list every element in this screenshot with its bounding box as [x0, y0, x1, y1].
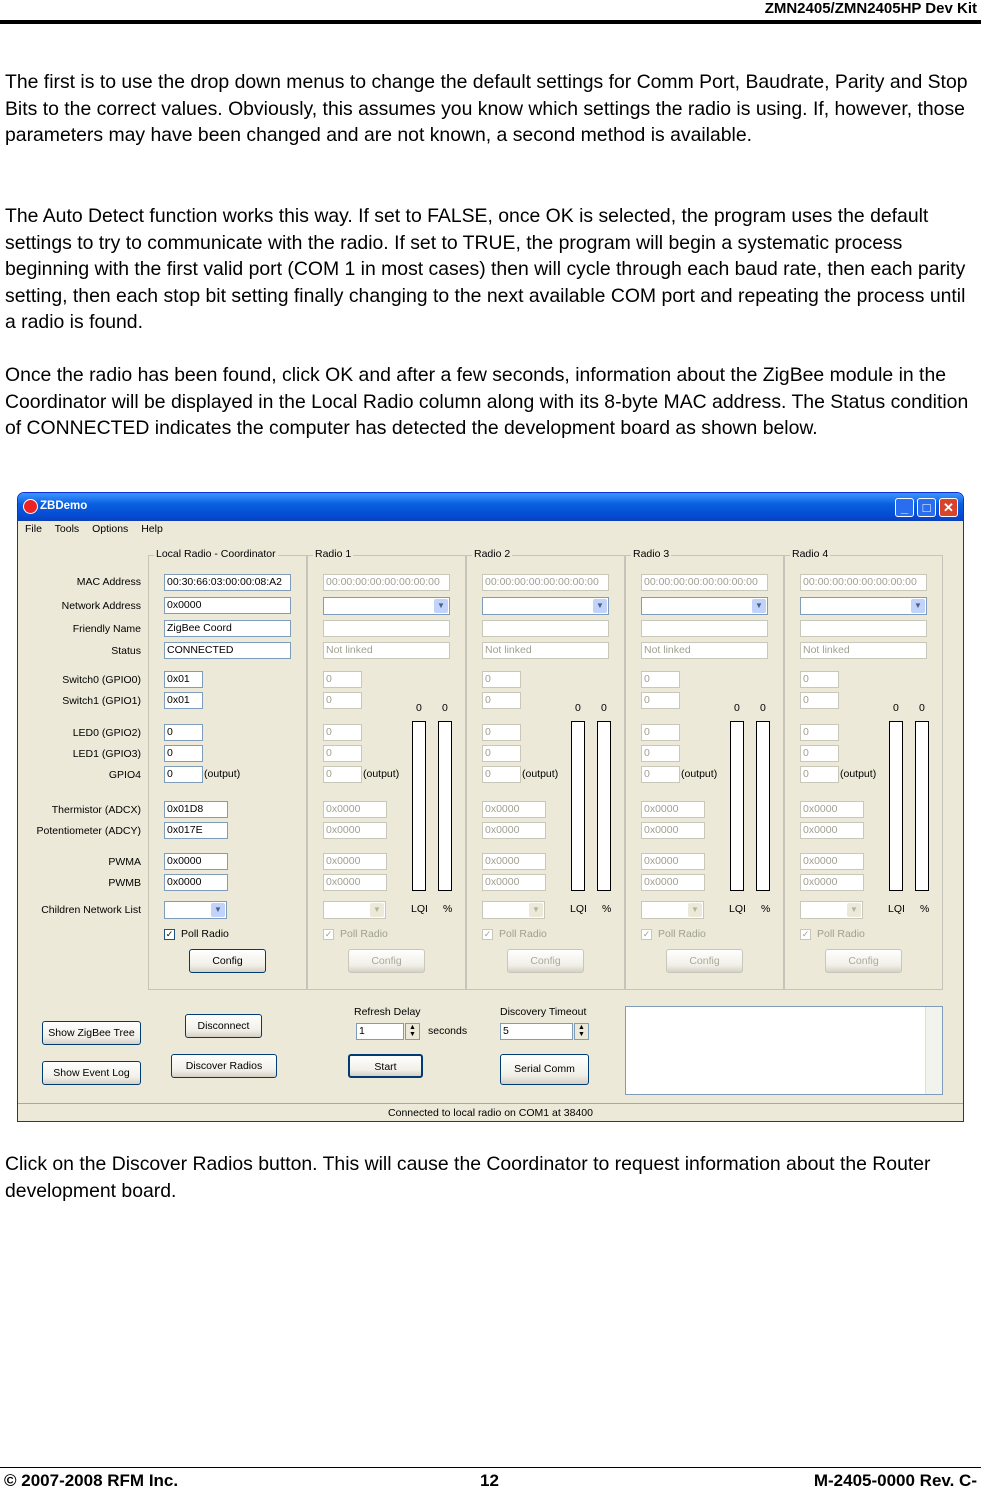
label-status: Status	[111, 645, 141, 657]
radio1-output-label: (output)	[363, 768, 400, 780]
paragraph-1: The first is to use the drop down menus to change the default settings for Comm Port, Baudrate, Parity and Stop Bits to the correct values. Obviously, this assumes you know which settings the radio is using. If, however, those parameters may have been changed and are not known, a second method is available.	[5, 71, 968, 146]
app-icon	[23, 499, 38, 514]
footer-doc-number: M-2405-0000 Rev. C-	[813, 1471, 977, 1490]
local-switch0-field[interactable]: 0x01	[164, 671, 203, 688]
refresh-delay-label: Refresh Delay	[354, 1006, 421, 1018]
local-status-field[interactable]: CONNECTED	[164, 642, 291, 659]
radio1-switch0-field[interactable]: 0	[323, 671, 362, 688]
radio4-output-label: (output)	[840, 768, 877, 780]
radio3-lqi-value: 0	[734, 702, 740, 714]
radio3-gpio4-field[interactable]: 0	[641, 766, 680, 783]
label-switch1: Switch1 (GPIO1)	[62, 695, 141, 707]
local-config-button[interactable]: Config	[189, 949, 266, 973]
radio2-title: Radio 2	[474, 548, 511, 560]
radio3-pct-bar	[756, 721, 770, 891]
chevron-down-icon: ▼	[593, 599, 607, 613]
status-bar: Connected to local radio on COM1 at 38400	[18, 1103, 963, 1122]
show-event-log-button[interactable]: Show Event Log	[42, 1061, 141, 1085]
radio1-thermistor-field[interactable]: 0x0000	[323, 801, 387, 818]
radio1-pct-label: %	[443, 903, 453, 915]
close-button[interactable]: ✕	[939, 498, 958, 517]
radio1-pct-bar	[438, 721, 452, 891]
radio3-lqi-label: LQI	[729, 903, 746, 915]
page-header: ZMN2405/ZMN2405HP Dev Kit	[764, 0, 977, 17]
discovery-timeout-label: Discovery Timeout	[500, 1006, 587, 1018]
chevron-down-icon: ▼	[752, 599, 766, 613]
radio4-children-combo[interactable]	[800, 901, 863, 919]
radio3-mac-field[interactable]: 00:00:00:00:00:00:00:00	[641, 574, 768, 591]
local-radio-title: Local Radio - Coordinator	[156, 548, 276, 560]
radio4-config-button[interactable]: Config	[825, 949, 902, 973]
radio4-friendly-field[interactable]	[800, 620, 927, 637]
chevron-down-icon: ▼	[688, 903, 702, 917]
radio2-pwmb-field[interactable]: 0x0000	[482, 874, 546, 891]
radio2-led0-field[interactable]: 0	[482, 724, 521, 741]
chevron-down-icon: ▼	[911, 599, 925, 613]
local-output-label: (output)	[204, 768, 241, 780]
radio1-led1-field[interactable]: 0	[323, 745, 362, 762]
radio1-network-combo[interactable]	[323, 597, 450, 615]
local-thermistor-field[interactable]: 0x01D8	[164, 801, 228, 818]
seconds-label: seconds	[428, 1025, 468, 1037]
local-led1-field[interactable]: 0	[164, 745, 203, 762]
radio3-poll-checkbox[interactable]: ✓	[642, 929, 651, 939]
discover-radios-button[interactable]: Discover Radios	[171, 1054, 277, 1078]
radio4-mac-field[interactable]: 00:00:00:00:00:00:00:00	[800, 574, 927, 591]
disconnect-button[interactable]: Disconnect	[185, 1014, 262, 1038]
chevron-down-icon: ▼	[370, 903, 384, 917]
radio4-gpio4-field[interactable]: 0	[800, 766, 839, 783]
radio4-status-field[interactable]: Not linked	[800, 642, 927, 659]
local-switch1-field[interactable]: 0x01	[164, 692, 203, 709]
radio2-pct-bar	[597, 721, 611, 891]
label-led1: LED1 (GPIO3)	[72, 748, 141, 760]
radio4-lqi-label: LQI	[888, 903, 905, 915]
label-gpio4: GPIO4	[108, 769, 141, 781]
refresh-delay-spinner[interactable]: ▲ ▼	[405, 1023, 420, 1040]
radio1-title: Radio 1	[315, 548, 352, 560]
radio3-lqi-bar	[730, 721, 744, 891]
radio2-status-field[interactable]: Not linked	[482, 642, 609, 659]
label-switch0: Switch0 (GPIO0)	[62, 674, 141, 686]
local-network-field[interactable]: 0x0000	[164, 597, 291, 614]
label-mac: MAC Address	[76, 576, 141, 588]
local-pwma-field[interactable]: 0x0000	[164, 853, 228, 870]
radio2-friendly-field[interactable]	[482, 620, 609, 637]
radio1-gpio4-field[interactable]: 0	[323, 766, 362, 783]
radio2-pct-value: 0	[601, 702, 607, 714]
radio4-pct-label: %	[920, 903, 930, 915]
radio2-poll-checkbox[interactable]: ✓	[483, 929, 492, 939]
radio3-potentiometer-field[interactable]: 0x0000	[641, 822, 705, 839]
chevron-down-icon: ▼	[847, 903, 861, 917]
radio4-switch1-field[interactable]: 0	[800, 692, 839, 709]
radio2-led1-field[interactable]: 0	[482, 745, 521, 762]
radio2-lqi-value: 0	[575, 702, 581, 714]
menu-options[interactable]: Options	[92, 523, 129, 535]
radio3-title: Radio 3	[633, 548, 670, 560]
radio4-potentiometer-field[interactable]: 0x0000	[800, 822, 864, 839]
label-led0: LED0 (GPIO2)	[72, 727, 141, 739]
footer-copyright: © 2007-2008 RFM Inc.	[4, 1471, 179, 1490]
show-zigbee-tree-button[interactable]: Show ZigBee Tree	[42, 1021, 141, 1045]
radio3-switch0-field[interactable]: 0	[641, 671, 680, 688]
radio1-status-field[interactable]: Not linked	[323, 642, 450, 659]
radio1-lqi-label: LQI	[411, 903, 428, 915]
log-scrollbar[interactable]	[925, 1007, 942, 1094]
radio1-config-button[interactable]: Config	[348, 949, 425, 973]
label-children: Children Network List	[41, 904, 141, 916]
minimize-button[interactable]: _	[895, 498, 914, 517]
menu-file[interactable]: File	[25, 523, 42, 535]
radio4-pwma-field[interactable]: 0x0000	[800, 853, 864, 870]
radio2-output-label: (output)	[522, 768, 559, 780]
radio1-pwmb-field[interactable]: 0x0000	[323, 874, 387, 891]
radio1-led0-field[interactable]: 0	[323, 724, 362, 741]
event-log-textarea[interactable]	[625, 1006, 943, 1095]
radio4-poll-label: Poll Radio	[817, 928, 865, 940]
footer-rule	[0, 1467, 981, 1468]
radio2-config-button[interactable]: Config	[507, 949, 584, 973]
radio3-pct-label: %	[761, 903, 771, 915]
radio1-switch1-field[interactable]: 0	[323, 692, 362, 709]
radio3-children-combo[interactable]	[641, 901, 704, 919]
menu-tools[interactable]: Tools	[54, 523, 80, 535]
window-title: ZBDemo	[40, 500, 88, 512]
footer-page-number: 12	[480, 1471, 499, 1490]
radio4-pct-bar	[915, 721, 929, 891]
local-poll-label: Poll Radio	[181, 928, 229, 940]
radio1-children-combo[interactable]	[323, 901, 386, 919]
local-potentiometer-field[interactable]: 0x017E	[164, 822, 228, 839]
title-bar	[18, 493, 963, 521]
radio2-gpio4-field[interactable]: 0	[482, 766, 521, 783]
radio4-title: Radio 4	[792, 548, 829, 560]
radio1-pwma-field[interactable]: 0x0000	[323, 853, 387, 870]
menu-bar	[25, 523, 173, 535]
radio1-poll-label: Poll Radio	[340, 928, 388, 940]
radio2-children-combo[interactable]	[482, 901, 545, 919]
maximize-button[interactable]: □	[917, 498, 936, 517]
radio3-led1-field[interactable]: 0	[641, 745, 680, 762]
radio3-thermistor-field[interactable]: 0x0000	[641, 801, 705, 818]
radio4-switch0-field[interactable]: 0	[800, 671, 839, 688]
refresh-delay-input[interactable]: 1	[356, 1023, 404, 1040]
radio3-led0-field[interactable]: 0	[641, 724, 680, 741]
chevron-down-icon: ▼	[529, 903, 543, 917]
radio1-friendly-field[interactable]	[323, 620, 450, 637]
label-pwma: PWMA	[108, 856, 141, 868]
radio4-poll-checkbox[interactable]: ✓	[801, 929, 810, 939]
radio4-lqi-value: 0	[893, 702, 899, 714]
radio2-network-combo[interactable]	[482, 597, 609, 615]
radio2-lqi-label: LQI	[570, 903, 587, 915]
radio2-switch1-field[interactable]: 0	[482, 692, 521, 709]
local-friendly-field[interactable]: ZigBee Coord	[164, 620, 291, 637]
local-poll-checkbox[interactable]: ✓	[165, 929, 174, 939]
label-friendly: Friendly Name	[72, 623, 141, 635]
radio2-lqi-bar	[571, 721, 585, 891]
serial-comm-button[interactable]: Serial Comm	[500, 1054, 589, 1085]
discovery-timeout-input[interactable]: 5	[500, 1023, 573, 1040]
radio1-mac-field[interactable]: 00:00:00:00:00:00:00:00	[323, 574, 450, 591]
label-thermistor: Thermistor (ADCX)	[51, 804, 141, 816]
menu-help[interactable]: Help	[141, 523, 163, 535]
radio4-led1-field[interactable]: 0	[800, 745, 839, 762]
radio2-pct-label: %	[602, 903, 612, 915]
label-network: Network Address	[61, 600, 141, 612]
chevron-down-icon: ▼	[211, 903, 225, 917]
start-button[interactable]: Start	[348, 1054, 423, 1078]
radio2-pwma-field[interactable]: 0x0000	[482, 853, 546, 870]
radio2-potentiometer-field[interactable]: 0x0000	[482, 822, 546, 839]
radio3-status-field[interactable]: Not linked	[641, 642, 768, 659]
radio4-led0-field[interactable]: 0	[800, 724, 839, 741]
paragraph-2: The Auto Detect function works this way. If set to FALSE, once OK is selected, the program uses the default settings to try to communicate with the radio. If set to TRUE, the program will begin a systematic process beginning with the first valid port (COM 1 in most cases) then will cycle through each baud rate, then each parity setting, then each stop bit setting finally changing to the next available COM port and repeating the process until a radio is found.	[5, 205, 966, 333]
radio1-lqi-value: 0	[416, 702, 422, 714]
radio3-pct-value: 0	[760, 702, 766, 714]
radio2-poll-label: Poll Radio	[499, 928, 547, 940]
radio4-lqi-bar	[889, 721, 903, 891]
header-rule	[0, 20, 981, 24]
radio3-switch1-field[interactable]: 0	[641, 692, 680, 709]
chevron-down-icon: ▼	[434, 599, 448, 613]
radio3-config-button[interactable]: Config	[666, 949, 743, 973]
paragraph-3: Once the radio has been found, click OK and after a few seconds, information about the ZigBee module in the Coordinator will be displayed in the Local Radio column along with its 8-byte MAC address. The Status condition of CONNECTED indicates the computer has detected the development board as shown below.	[5, 364, 969, 439]
radio3-pwmb-field[interactable]: 0x0000	[641, 874, 705, 891]
radio4-pwmb-field[interactable]: 0x0000	[800, 874, 864, 891]
label-pwmb: PWMB	[108, 877, 141, 889]
radio4-pct-value: 0	[919, 702, 925, 714]
radio3-network-combo[interactable]	[641, 597, 768, 615]
label-potentiometer: Potentiometer (ADCY)	[36, 825, 141, 837]
radio2-switch0-field[interactable]: 0	[482, 671, 521, 688]
local-mac-field[interactable]: 00:30:66:03:00:00:08:A2	[164, 574, 291, 591]
radio1-pct-value: 0	[442, 702, 448, 714]
radio2-mac-field[interactable]: 00:00:00:00:00:00:00:00	[482, 574, 609, 591]
paragraph-4: Click on the Discover Radios button. This will cause the Coordinator to request information about the Router development board.	[5, 1153, 931, 1202]
radio4-thermistor-field[interactable]: 0x0000	[800, 801, 864, 818]
discovery-timeout-spinner[interactable]: ▲ ▼	[574, 1023, 589, 1040]
radio3-pwma-field[interactable]: 0x0000	[641, 853, 705, 870]
radio1-lqi-bar	[412, 721, 426, 891]
local-pwmb-field[interactable]: 0x0000	[164, 874, 228, 891]
radio3-poll-label: Poll Radio	[658, 928, 706, 940]
local-led0-field[interactable]: 0	[164, 724, 203, 741]
radio1-poll-checkbox[interactable]: ✓	[324, 929, 333, 939]
radio1-potentiometer-field[interactable]: 0x0000	[323, 822, 387, 839]
local-children-combo[interactable]	[164, 901, 227, 919]
local-gpio4-field[interactable]: 0	[164, 766, 203, 783]
radio3-output-label: (output)	[681, 768, 718, 780]
radio2-thermistor-field[interactable]: 0x0000	[482, 801, 546, 818]
radio4-network-combo[interactable]	[800, 597, 927, 615]
radio3-friendly-field[interactable]	[641, 620, 768, 637]
zbdemo-window	[17, 492, 964, 1122]
